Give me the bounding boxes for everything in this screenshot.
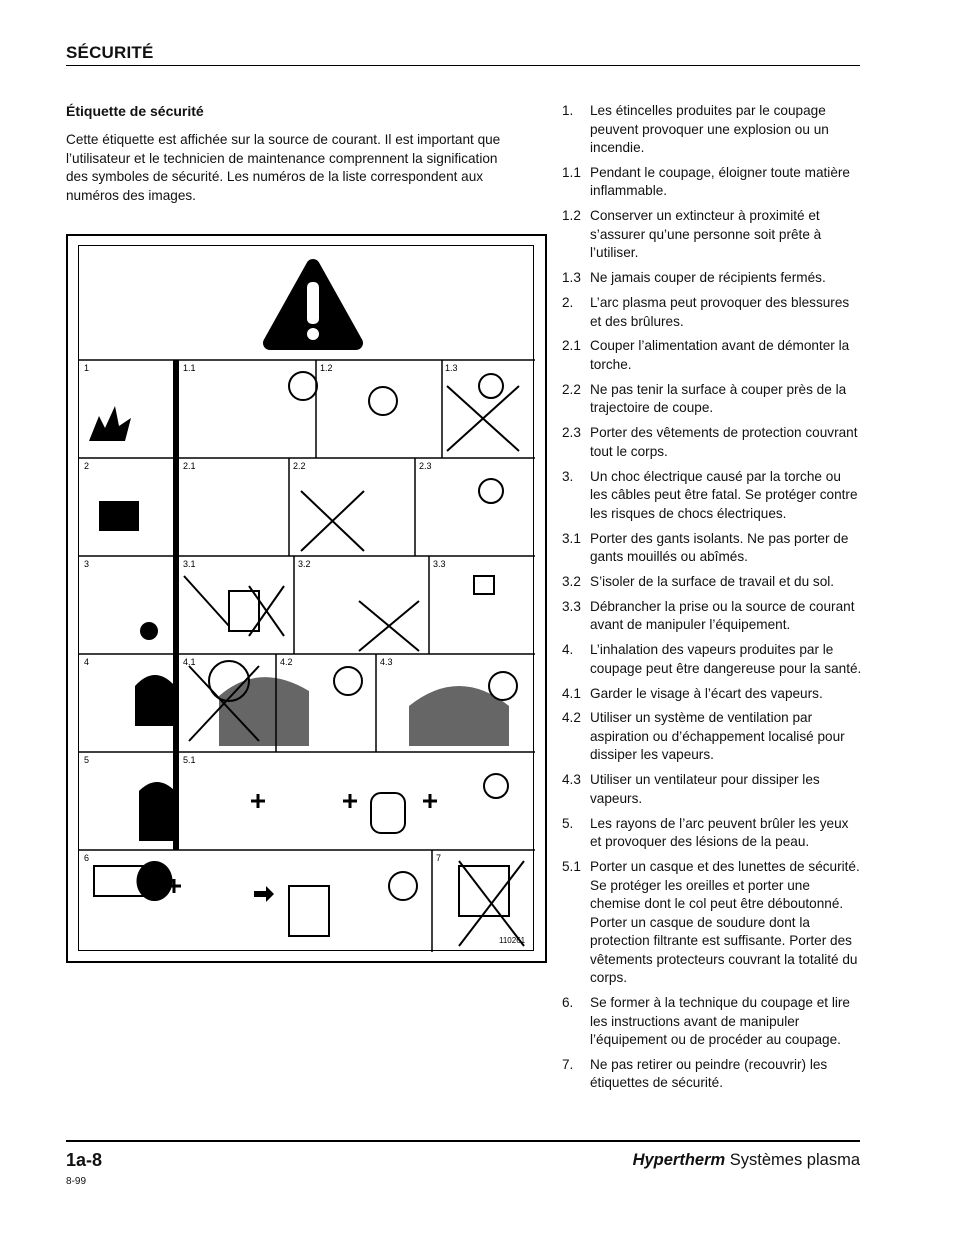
list-item xyxy=(562,102,862,158)
list-item-text: Porter un casque et des lunettes de sécurité. Se protéger les oreilles et porter une chemise dont le col peut être déboutonné. Porter un casque de soudure dont la protection filtrante est suffisante. Porter des vêtements protecteurs couvrant la totalité du corps. xyxy=(590,859,860,986)
list-item-number: 3. xyxy=(562,468,574,484)
section-title: Étiquette de sécurité xyxy=(66,103,204,119)
page-number: 1a-8 xyxy=(66,1150,103,1170)
page-header-title: SÉCURITÉ xyxy=(66,43,154,62)
cell-label: 1.2 xyxy=(320,363,333,373)
list-item-number: 7. xyxy=(562,1056,574,1072)
cell-label: 2.3 xyxy=(419,461,432,471)
list-item-number: 1.3 xyxy=(562,270,581,286)
list-item-text: Utiliser un ventilateur pour dissiper les vapeurs. xyxy=(590,772,820,806)
list-item-number: 5. xyxy=(562,815,574,831)
list-item-number: 2.2 xyxy=(562,381,581,397)
list-item xyxy=(562,164,862,201)
list-item-number: 2. xyxy=(562,295,574,311)
list-item-text: Se former à la technique du coupage et lire les instructions avant de manipuler l’équipement ou de procéder au coupage. xyxy=(590,995,850,1048)
list-item-number: 4.2 xyxy=(562,710,581,726)
cell-label: 5.1 xyxy=(183,755,196,765)
list-item-text: Les rayons de l’arc peuvent brûler les yeux et provoquer des lésions de la peau. xyxy=(590,815,849,850)
list-item-number: 3.3 xyxy=(562,598,581,614)
warning-triangle-icon xyxy=(270,266,356,343)
list-item xyxy=(562,207,862,263)
cell-label: 4.2 xyxy=(280,657,293,667)
cell-label: 3.2 xyxy=(298,559,311,569)
list-item-text: Porter des gants isolants. Ne pas porter de gants mouillés ou abîmés. xyxy=(590,530,849,565)
list-item xyxy=(562,530,862,567)
list-item-number: 4. xyxy=(562,642,574,658)
cell-label: 2.2 xyxy=(293,461,306,471)
cell-label: 3 xyxy=(84,559,90,569)
list-item-number: 4.1 xyxy=(562,685,581,701)
cell-label: 1.1 xyxy=(183,363,196,373)
list-item xyxy=(562,381,862,418)
list-item xyxy=(562,994,862,1050)
list-item-number: 4.3 xyxy=(562,772,581,788)
list-item xyxy=(562,424,862,461)
list-item-number: 1.1 xyxy=(562,164,581,180)
list-item-number: 2.1 xyxy=(562,338,581,354)
section-intro: Cette étiquette est affichée sur la source de courant. Il est important que l’utilisateur et le technicien de maintenance comprennent la signification des symboles de sécurité. Les numéros de la liste correspondent aux numéros des images. xyxy=(66,132,501,203)
footer-divider xyxy=(66,1140,860,1142)
list-item xyxy=(562,815,862,852)
brand-footer xyxy=(633,1151,860,1170)
list-item-text: Conserver un extincteur à proximité et s’assurer qu’une personne soit prête à l’utiliser. xyxy=(590,208,822,261)
list-item-text: Garder le visage à l’écart des vapeurs. xyxy=(590,685,823,701)
list-item xyxy=(562,269,862,288)
list-item-number: 1. xyxy=(562,103,574,118)
list-item-text: Couper l’alimentation avant de démonter la torche. xyxy=(590,338,850,372)
list-item-text: Porter des vêtements de protection couvrant tout le corps. xyxy=(590,425,858,459)
list-item-text: Débrancher la prise ou la source de courant avant de manipuler l’équipement. xyxy=(590,598,855,633)
list-item xyxy=(562,685,862,704)
list-item-number: 3.2 xyxy=(562,573,581,589)
cell-label: 4 xyxy=(84,657,90,667)
list-item xyxy=(562,858,862,988)
header-divider xyxy=(66,65,860,66)
cell-label: 5 xyxy=(84,755,90,765)
list-item xyxy=(562,573,862,592)
list-item xyxy=(562,641,862,678)
list-item-text: Ne pas tenir la surface à couper près de la trajectoire de coupe. xyxy=(590,381,847,416)
safety-label xyxy=(78,245,534,951)
list-item-text: L’arc plasma peut provoquer des blessures et des brûlures. xyxy=(590,295,850,329)
brand-name: Hypertherm xyxy=(632,1151,726,1169)
list-item-text: Pendant le coupage, éloigner toute matière inflammable. xyxy=(590,164,850,199)
list-item-number: 1.2 xyxy=(562,208,581,224)
list-item-text: Ne pas retirer ou peindre (recouvrir) les étiquettes de sécurité. xyxy=(590,1056,828,1091)
figure-code: 110261 xyxy=(499,936,526,945)
list-item-text: L’inhalation des vapeurs produites par le coupage peut être dangereuse pour la santé. xyxy=(590,642,862,676)
safety-label-graphic xyxy=(79,246,535,952)
cell-label: 3.1 xyxy=(183,559,196,569)
list-item-text: Utiliser un système de ventilation par aspiration ou d’échappement localisé pour dissiper les vapeurs. xyxy=(590,710,845,763)
cell-label: 3.3 xyxy=(433,559,446,569)
cell-label: 4.3 xyxy=(380,657,393,667)
revision-date: 8-99 xyxy=(66,1176,87,1187)
list-item xyxy=(562,294,862,331)
cell-label: 1.3 xyxy=(445,363,458,373)
safety-list xyxy=(562,102,862,1099)
list-item-number: 3.1 xyxy=(562,530,581,546)
list-item xyxy=(562,771,862,808)
cell-label: 4.1 xyxy=(183,657,196,667)
list-item-number: 2.3 xyxy=(562,425,581,441)
list-item-number: 5.1 xyxy=(562,859,581,875)
list-item-text: Les étincelles produites par le coupage peuvent provoquer une explosion ou un incendie. xyxy=(590,103,829,155)
list-item xyxy=(562,1056,862,1093)
cell-label: 2.1 xyxy=(183,461,196,471)
brand-suffix: Systèmes plasma xyxy=(729,1151,860,1169)
cell-label: 6 xyxy=(84,853,90,863)
list-item-text: Un choc électrique causé par la torche ou les câbles peut être fatal. Se protéger contre les risques de chocs électriques. xyxy=(590,468,858,521)
cell-label: 2 xyxy=(84,461,90,471)
cell-label: 1 xyxy=(84,363,90,373)
list-item-text: Ne jamais couper de récipients fermés. xyxy=(590,270,826,286)
list-item xyxy=(562,468,862,524)
list-item xyxy=(562,709,862,765)
list-item xyxy=(562,598,862,635)
list-item xyxy=(562,337,862,374)
cell-label: 7 xyxy=(436,853,442,863)
list-item-text: S’isoler de la surface de travail et du sol. xyxy=(590,573,835,589)
list-item-number: 6. xyxy=(562,995,574,1011)
